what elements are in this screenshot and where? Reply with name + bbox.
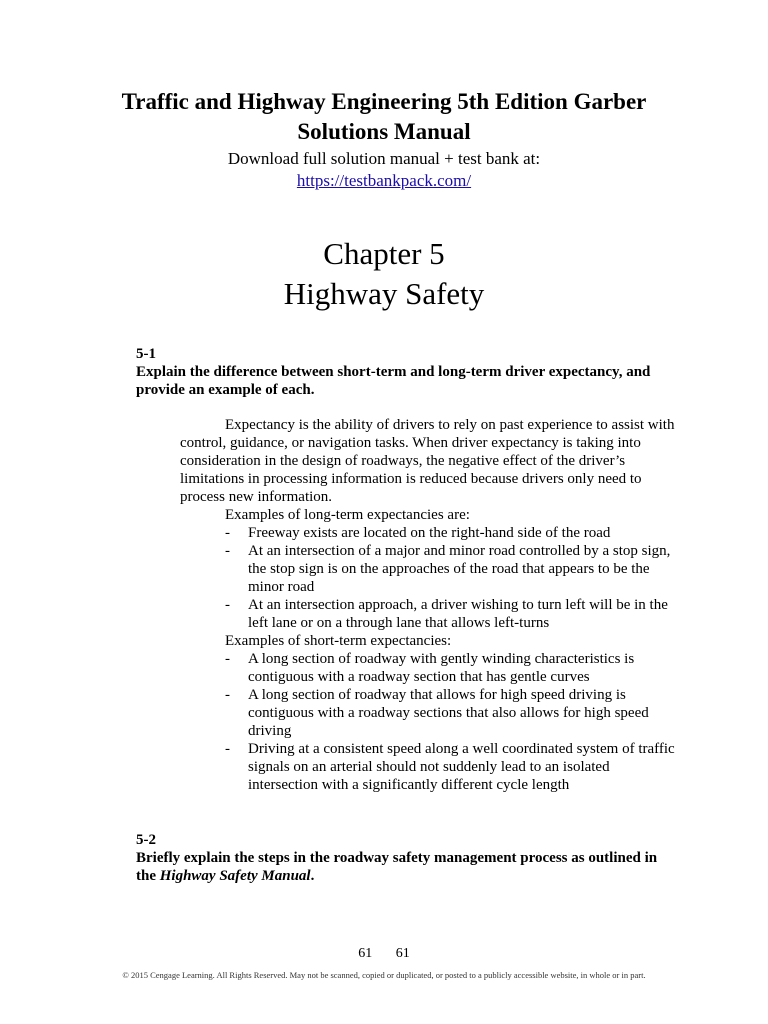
list-item: - A long section of roadway that allows for high speed driving is contiguous with a roadway sections that also allows for high speed driving xyxy=(225,687,649,739)
long-term-list xyxy=(180,524,680,632)
document-title xyxy=(0,87,768,147)
list-item: - At an intersection of a major and minor road controlled by a stop sign, the stop sign is on the approaches of the road that appears to be the minor road xyxy=(225,543,671,595)
short-term-heading: Examples of short-term expectancies: xyxy=(225,633,452,649)
link-row xyxy=(0,170,768,192)
copyright-footer: © 2015 Cengage Learning. All Rights Reserved. May not be scanned, copied or duplicated, or posted to a publicly accessible website, in whole or in part. xyxy=(122,970,646,980)
short-term-list xyxy=(180,650,680,794)
page-number-left: 61 xyxy=(358,946,373,961)
chapter-heading xyxy=(0,234,768,314)
question-text-5-1: Explain the difference between short-term and long-term driver expectancy, and provide an example of each. xyxy=(136,364,651,398)
chapter-name: Highway Safety xyxy=(283,276,485,311)
question-text-5-2: Briefly explain the steps in the roadway safety management process as outlined in the Highway Safety Manual. xyxy=(136,850,658,884)
answer-intro: Expectancy is the ability of drivers to rely on past experience to assist with control, guidance, or navigation tasks. When driver expectancy is taking into consideration in the design of roadways, the negative effect of the driver’s limitations in processing information is reduced because drivers only need to process new information. xyxy=(180,417,675,505)
long-term-heading: Examples of long-term expectancies are: xyxy=(225,507,470,523)
page-number xyxy=(0,946,768,962)
chapter-number: Chapter 5 xyxy=(323,236,445,271)
answer-5-1 xyxy=(180,416,680,794)
question-number-5-2: 5-2 xyxy=(136,832,156,848)
title-line-1: Traffic and Highway Engineering 5th Edition Garber xyxy=(121,89,647,114)
highway-safety-manual-title: Highway Safety Manual xyxy=(159,868,311,884)
list-item: - Driving at a consistent speed along a well coordinated system of traffic signals on an arterial should not suddenly lead to an isolated intersection with a significantly different cycle length xyxy=(225,741,675,793)
list-item: - At an intersection approach, a driver wishing to turn left will be in the left lane or on a through lane that allows left-turns xyxy=(225,597,668,631)
testbankpack-link[interactable]: https://testbankpack.com/ xyxy=(296,171,472,190)
download-text: Download full solution manual + test bank at: xyxy=(227,149,541,168)
title-line-2: Solutions Manual xyxy=(297,119,471,144)
page-number-right: 61 xyxy=(395,946,410,961)
list-item: - Freeway exists are located on the right-hand side of the road xyxy=(225,525,611,541)
question-number-5-1: 5-1 xyxy=(136,346,156,362)
list-item: - A long section of roadway with gently winding characteristics is contiguous with a roadway section that has gentle curves xyxy=(225,651,635,685)
